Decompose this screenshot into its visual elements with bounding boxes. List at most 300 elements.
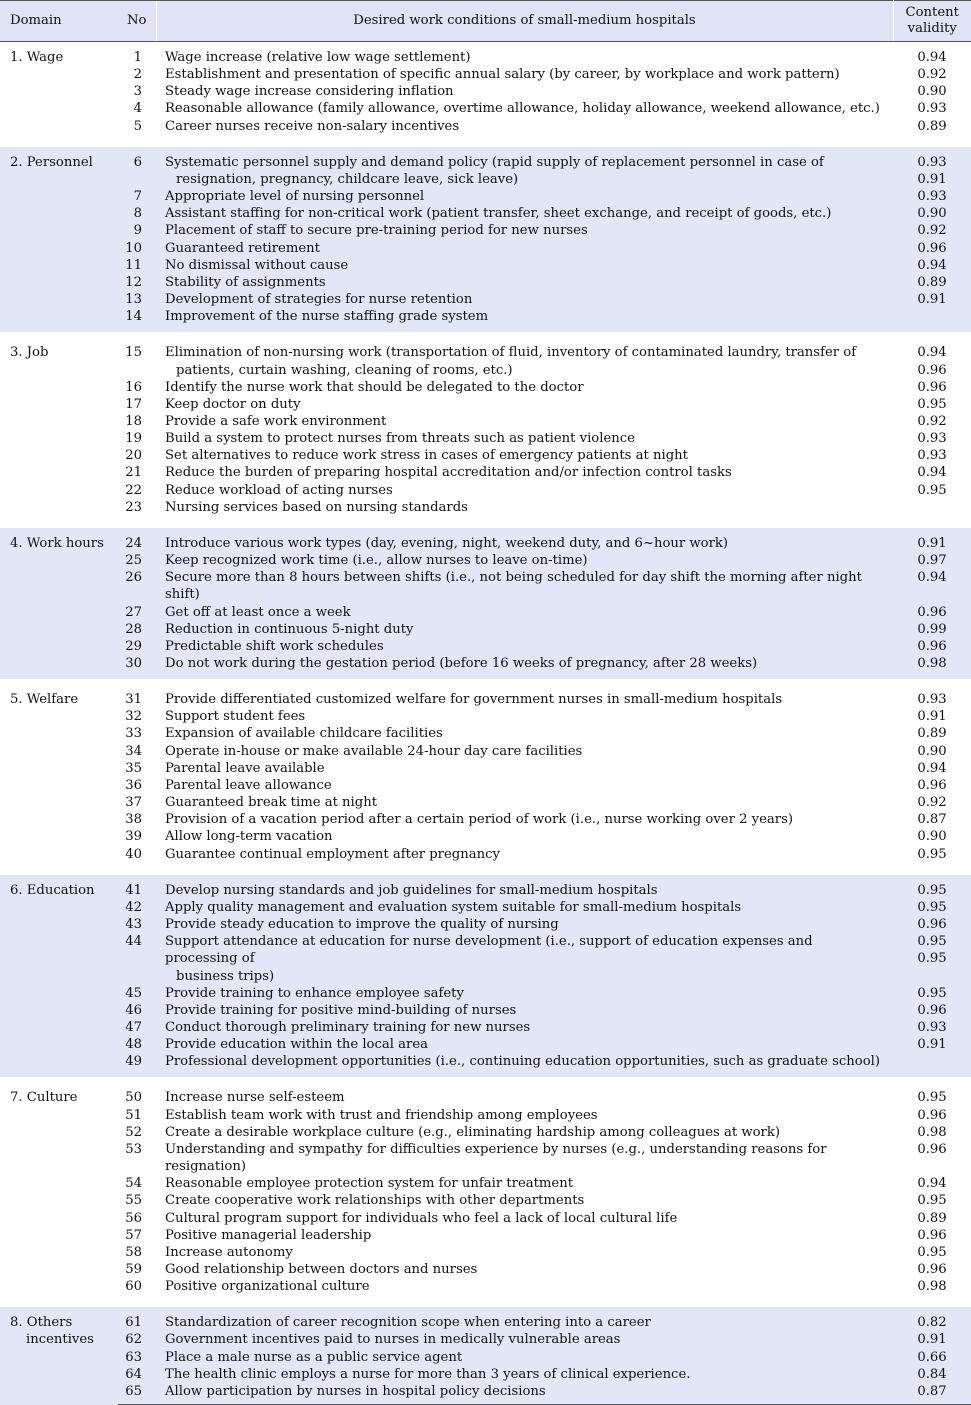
item-number: 39: [125, 829, 142, 845]
item-text: Increase autonomy: [165, 1244, 293, 1260]
table-row: [0, 379, 971, 396]
content-validity-cell: [893, 118, 971, 142]
item-number: 37: [125, 795, 142, 811]
table-row: [0, 1366, 971, 1383]
item-number: 47: [125, 1019, 142, 1035]
item-text: Secure more than 8 hours between shifts (i.e., not being scheduled for day shift the morning after night shift): [165, 570, 862, 603]
content-validity-value: 0.91: [917, 171, 947, 187]
item-description: [156, 1349, 893, 1366]
item-text: Positive managerial leadership: [165, 1227, 372, 1243]
content-validity-value: 0.91: [917, 292, 947, 308]
table-row: [0, 777, 971, 794]
table-row: [0, 760, 971, 777]
table-row: [0, 725, 971, 742]
content-validity-cell: [893, 725, 971, 742]
item-number: 6: [133, 154, 142, 170]
item-description: [156, 528, 893, 552]
content-validity-cell: [893, 1210, 971, 1227]
item-description: [156, 337, 893, 378]
table-row: [0, 464, 971, 481]
content-validity-value: 0.95: [917, 1244, 947, 1260]
table-row: [0, 430, 971, 447]
content-validity-value: 0.87: [917, 812, 947, 828]
item-description: [156, 83, 893, 100]
content-validity-cell: [893, 1261, 971, 1278]
item-description: [156, 66, 893, 83]
table-row: [0, 396, 971, 413]
item-text: Reduce workload of acting nurses: [165, 482, 393, 498]
item-description: [156, 188, 893, 205]
content-validity-value: 0.94: [917, 570, 947, 586]
item-description: [156, 240, 893, 257]
item-number: 41: [125, 882, 142, 898]
item-text: Steady wage increase considering inflation: [165, 84, 454, 100]
domain-cell: [0, 875, 118, 1078]
content-validity-value: 0.91: [917, 535, 947, 551]
item-number: 44: [125, 934, 142, 950]
item-text: Reduction in continuous 5-night duty: [165, 621, 414, 637]
item-description: [156, 1261, 893, 1278]
table-row: [0, 1053, 971, 1077]
item-description: [156, 1210, 893, 1227]
content-validity-value: 0.96: [917, 240, 947, 256]
content-validity-value: 0.95: [917, 1090, 947, 1106]
content-validity-cell: [893, 552, 971, 569]
content-validity-cell: [893, 1244, 971, 1261]
content-validity-cell: [893, 1141, 971, 1175]
header-no: No: [118, 1, 156, 42]
item-number: 22: [125, 482, 142, 498]
item-description: [156, 604, 893, 621]
content-validity-value: 0.96: [917, 1262, 947, 1277]
content-validity-value: 0.93: [917, 1019, 947, 1035]
table-row: [0, 66, 971, 83]
item-number: 65: [118, 1383, 156, 1405]
item-description: [156, 274, 893, 291]
content-validity-value: 0.96: [917, 1141, 947, 1157]
item-number: 43: [125, 917, 142, 933]
item-text: Create a desirable workplace culture (e.g., eliminating hardship among colleagues at work): [165, 1124, 780, 1140]
item-text: Appropriate level of nursing personnel: [165, 189, 425, 205]
content-validity-value: 0.94: [917, 465, 947, 481]
table-row: [0, 83, 971, 100]
item-description: [156, 875, 893, 899]
item-text: Cultural program support for individuals who feel a lack of local cultural life: [165, 1210, 678, 1226]
content-validity-cell: [893, 1175, 971, 1192]
item-number: 63: [125, 1349, 142, 1365]
item-text: Reasonable allowance (family allowance, overtime allowance, holiday allowance, weekend allowance, etc.): [165, 101, 880, 117]
domain-cell: [0, 684, 118, 870]
content-validity-value: 0.89: [917, 1210, 947, 1226]
item-description: [156, 1124, 893, 1141]
item-description: [156, 1002, 893, 1019]
item-number: 57: [125, 1227, 142, 1243]
content-validity-cell: [893, 811, 971, 828]
domain-group: [0, 684, 971, 870]
content-validity-value: 0.95: [917, 846, 947, 862]
content-validity-cell: [893, 684, 971, 708]
content-validity-value: 0.95: [917, 396, 947, 412]
item-number: 51: [125, 1107, 142, 1123]
item-number: 24: [125, 535, 142, 551]
item-number: 58: [125, 1244, 142, 1260]
item-text: Establishment and presentation of specific annual salary (by career, by workplace and work pattern): [165, 67, 840, 83]
content-validity-value: 0.87: [917, 1383, 947, 1399]
table-row: [0, 482, 971, 499]
item-number: 3: [133, 84, 142, 100]
domain-label: 7. Culture: [10, 1090, 78, 1106]
table-row: [0, 118, 971, 142]
table-row: [0, 1124, 971, 1141]
table-row: [0, 447, 971, 464]
item-text: Keep recognized work time (i.e., allow nurses to leave on-time): [165, 553, 588, 569]
item-description: [156, 147, 893, 188]
table-row: [0, 933, 971, 984]
table-row: [0, 604, 971, 621]
content-validity-cell: [893, 708, 971, 725]
item-description: [156, 708, 893, 725]
item-description: [156, 379, 893, 396]
content-validity-value: 0.90: [917, 206, 947, 222]
item-description: [156, 447, 893, 464]
item-description: [156, 1244, 893, 1261]
item-number: 8: [133, 206, 142, 222]
domain-label-continued: incentives: [26, 1332, 94, 1348]
item-description: [156, 1175, 893, 1192]
item-description: [156, 1141, 893, 1175]
content-validity-value: 0.94: [917, 50, 947, 65]
item-number: 19: [125, 431, 142, 447]
item-number: 38: [125, 812, 142, 828]
item-text: Provide differentiated customized welfare for government nurses in small-medium hospitals: [165, 692, 783, 708]
item-description: [156, 222, 893, 239]
table-row: [0, 638, 971, 655]
table-row: [0, 1082, 971, 1106]
item-description: [156, 1227, 893, 1244]
content-validity-cell: [893, 205, 971, 222]
item-description: [156, 846, 893, 870]
item-number: 56: [125, 1210, 142, 1226]
item-text-continued: resignation, pregnancy, childcare leave, sick leave): [176, 171, 519, 187]
content-validity-cell: [893, 413, 971, 430]
content-validity-value: 0.95: [917, 934, 947, 950]
table-row: [0, 205, 971, 222]
content-validity-cell: [893, 66, 971, 83]
item-description: [156, 1278, 893, 1302]
item-number: 50: [125, 1090, 142, 1106]
content-validity-value: 0.90: [917, 829, 947, 845]
content-validity-value: 0.89: [917, 726, 947, 742]
item-text: Stability of assignments: [165, 274, 326, 290]
item-number: 13: [125, 292, 142, 308]
item-text: Operate in-house or make available 24-hour day care facilities: [165, 743, 583, 759]
item-text: Guarantee continual employment after pregnancy: [165, 846, 500, 862]
table-row: [0, 875, 971, 899]
content-validity-cell: [893, 777, 971, 794]
item-description: [156, 308, 893, 332]
item-number: 61: [125, 1315, 142, 1331]
item-description: [156, 828, 893, 845]
item-text: Allow participation by nurses in hospital policy decisions: [165, 1383, 546, 1399]
content-validity-cell: [893, 1107, 971, 1124]
content-validity-cell: [893, 916, 971, 933]
item-number: 26: [125, 570, 142, 586]
content-validity-cell: [893, 447, 971, 464]
table-row: [0, 1227, 971, 1244]
item-number: 23: [125, 499, 142, 515]
table-row: [0, 899, 971, 916]
item-description: [156, 655, 893, 679]
content-validity-value: 0.95: [917, 899, 947, 915]
header-validity-line1: Content: [905, 5, 959, 20]
item-description: [156, 899, 893, 916]
item-text: Support attendance at education for nurse development (i.e., support of education expenses and processing of: [165, 934, 813, 967]
item-number: 28: [125, 621, 142, 637]
item-description: [156, 100, 893, 117]
table-row: [0, 1210, 971, 1227]
item-number: 18: [125, 413, 142, 429]
item-description: [156, 430, 893, 447]
table-row: [0, 1331, 971, 1348]
item-text: Introduce various work types (day, evening, night, weekend duty, and 6~hour work): [165, 535, 729, 551]
table-row: [0, 621, 971, 638]
table-row: [0, 569, 971, 603]
content-validity-value: 0.93: [917, 448, 947, 464]
content-validity-cell: [893, 794, 971, 811]
item-number: 40: [125, 846, 142, 862]
item-description: [156, 985, 893, 1002]
table-row: [0, 1141, 971, 1175]
item-text: Provision of a vacation period after a certain period of work (i.e., nurse working over 2 years): [165, 812, 793, 828]
content-validity-value: 0.92: [917, 795, 947, 811]
content-validity-cell: [893, 1192, 971, 1209]
item-number: 46: [125, 1002, 142, 1018]
item-text: Expansion of available childcare facilities: [165, 726, 443, 742]
item-text: Allow long-term vacation: [165, 829, 333, 845]
item-description: [156, 777, 893, 794]
item-text: Guaranteed retirement: [165, 240, 320, 256]
item-number: 10: [125, 240, 142, 256]
table-row: [0, 743, 971, 760]
item-number: 5: [133, 118, 142, 134]
content-validity-cell: [893, 1053, 971, 1077]
item-number: 33: [125, 726, 142, 742]
domain-group: [0, 1307, 971, 1404]
domain-group: [0, 147, 971, 333]
item-text: Reduce the burden of preparing hospital accreditation and/or infection control tasks: [165, 465, 732, 481]
item-description: [156, 552, 893, 569]
content-validity-cell: [893, 621, 971, 638]
item-text: Good relationship between doctors and nurses: [165, 1262, 478, 1277]
content-validity-value: 0.91: [917, 709, 947, 725]
table-row: [0, 1383, 971, 1405]
content-validity-cell: [893, 499, 971, 523]
item-text: Systematic personnel supply and demand policy (rapid supply of replacement personnel in case of: [165, 154, 824, 170]
content-validity-value: 0.96: [917, 604, 947, 620]
table-row: [0, 1107, 971, 1124]
content-validity-cell: [893, 1002, 971, 1019]
table-row: [0, 916, 971, 933]
content-validity-cell: [893, 1307, 971, 1331]
item-description: [156, 760, 893, 777]
content-validity-cell: [893, 240, 971, 257]
domain-group: [0, 42, 971, 142]
content-validity-value: 0.98: [917, 1124, 947, 1140]
item-description: [156, 1036, 893, 1053]
item-text: Establish team work with trust and friendship among employees: [165, 1107, 598, 1123]
content-validity-value: 0.93: [917, 101, 947, 117]
content-validity-value: 0.89: [917, 274, 947, 290]
content-validity-cell: [893, 464, 971, 481]
item-description: [156, 482, 893, 499]
content-validity-value: 0.92: [917, 413, 947, 429]
item-text: Place a male nurse as a public service agent: [165, 1349, 463, 1365]
item-number: 35: [125, 760, 142, 776]
header-row: [0, 1, 971, 42]
item-number: 32: [125, 709, 142, 725]
content-validity-value: 0.96: [917, 1002, 947, 1018]
table-row: [0, 188, 971, 205]
item-number: 59: [125, 1262, 142, 1277]
content-validity-value: 0.95: [917, 482, 947, 498]
item-text: Set alternatives to reduce work stress in cases of emergency patients at night: [165, 448, 688, 464]
content-validity-cell: [893, 1383, 971, 1405]
item-number: 55: [125, 1193, 142, 1209]
domain-label: 3. Job: [10, 345, 49, 361]
item-text: Elimination of non-nursing work (transportation of fluid, inventory of contaminated laundry, transfer of: [165, 345, 857, 361]
item-text: Apply quality management and evaluation system suitable for small-medium hospitals: [165, 899, 742, 915]
item-text: Identify the nurse work that should be delegated to the doctor: [165, 379, 584, 395]
item-description: [156, 1383, 893, 1405]
content-validity-value: 0.95: [917, 985, 947, 1001]
table-row: [0, 1036, 971, 1053]
item-number: 25: [125, 553, 142, 569]
domain-cell: [0, 1307, 118, 1404]
content-validity-cell: [893, 1019, 971, 1036]
content-validity-cell: [893, 1331, 971, 1348]
table-row: [0, 337, 971, 378]
content-validity-value: 0.94: [917, 257, 947, 273]
domain-label: 5. Welfare: [10, 692, 79, 708]
item-text: Parental leave available: [165, 760, 325, 776]
content-validity-cell: [893, 100, 971, 117]
table-row: [0, 291, 971, 308]
table-row: [0, 257, 971, 274]
table-row: [0, 846, 971, 870]
table-row: [0, 684, 971, 708]
content-validity-value: 0.94: [917, 345, 947, 361]
item-number: 11: [125, 257, 142, 273]
domain-cell: [0, 528, 118, 679]
content-validity-cell: [893, 482, 971, 499]
content-validity-value: 0.82: [917, 1315, 947, 1331]
table-row: [0, 42, 971, 67]
item-text: Increase nurse self-esteem: [165, 1090, 345, 1106]
item-description: [156, 464, 893, 481]
table-row: [0, 147, 971, 188]
item-number: 64: [125, 1366, 142, 1382]
item-text: Nursing services based on nursing standards: [165, 499, 468, 515]
item-text: Reasonable employee protection system for unfair treatment: [165, 1176, 574, 1192]
table-row: [0, 274, 971, 291]
item-number: 9: [133, 223, 142, 239]
item-number: 21: [125, 465, 142, 481]
content-validity-value: 0.92: [917, 223, 947, 239]
table-row: [0, 828, 971, 845]
item-text: Develop nursing standards and job guidelines for small-medium hospitals: [165, 882, 658, 898]
item-description: [156, 1366, 893, 1383]
content-validity-cell: [893, 308, 971, 332]
item-description: [156, 42, 893, 67]
content-validity-value: 0.96: [917, 917, 947, 933]
content-validity-value: [893, 1053, 971, 1070]
content-validity-cell: [893, 528, 971, 552]
item-description: [156, 396, 893, 413]
domain-group: [0, 1082, 971, 1302]
item-text: Placement of staff to secure pre-training period for new nurses: [165, 223, 588, 239]
item-description: [156, 257, 893, 274]
item-description: [156, 1053, 893, 1077]
table-row: [0, 499, 971, 523]
content-validity-value: 0.95: [917, 1193, 947, 1209]
table-row: [0, 100, 971, 117]
content-validity-cell: [893, 899, 971, 916]
item-text: Understanding and sympathy for difficulties experience by nurses (e.g., understanding reasons for resignation): [165, 1141, 827, 1175]
table-row: [0, 1349, 971, 1366]
item-number: 53: [125, 1141, 142, 1157]
item-description: [156, 1019, 893, 1036]
item-text: Assistant staffing for non-critical work (patient transfer, sheet exchange, and receipt of goods, etc.): [165, 206, 832, 222]
item-number: 62: [125, 1332, 142, 1348]
item-description: [156, 499, 893, 523]
table-row: [0, 1019, 971, 1036]
item-description: [156, 933, 893, 984]
domain-cell: [0, 42, 118, 142]
item-text: Get off at least once a week: [165, 604, 351, 620]
item-text: Predictable shift work schedules: [165, 638, 384, 654]
table-header: [0, 1, 971, 42]
content-validity-value: 0.96: [917, 362, 947, 378]
header-content-validity: [893, 1, 971, 42]
item-number: 34: [125, 743, 142, 759]
item-description: [156, 1307, 893, 1331]
content-validity-value: 0.90: [917, 84, 947, 100]
item-number: 20: [125, 448, 142, 464]
content-validity-cell: [893, 42, 971, 67]
content-validity-value: 0.93: [917, 154, 947, 170]
item-number: 54: [125, 1176, 142, 1192]
item-text: Provide training to enhance employee safety: [165, 985, 464, 1001]
table-row: [0, 1002, 971, 1019]
item-text: Positive organizational culture: [165, 1279, 370, 1295]
content-validity-value: 0.84: [917, 1366, 947, 1382]
table-row: [0, 413, 971, 430]
table-row: [0, 308, 971, 332]
item-number: 49: [125, 1054, 142, 1070]
item-description: [156, 413, 893, 430]
item-text: Do not work during the gestation period (before 16 weeks of pregnancy, after 28 weeks): [165, 656, 758, 671]
item-number: 48: [125, 1037, 142, 1053]
content-validity-value: 0.94: [917, 760, 947, 776]
item-description: [156, 916, 893, 933]
item-text: Provide a safe work environment: [165, 413, 387, 429]
content-validity-value: 0.98: [917, 656, 947, 671]
item-text: The health clinic employs a nurse for more than 3 years of clinical experience.: [165, 1366, 691, 1382]
content-validity-cell: [893, 1124, 971, 1141]
content-validity-value: 0.93: [917, 431, 947, 447]
table-row: [0, 811, 971, 828]
item-description: [156, 794, 893, 811]
